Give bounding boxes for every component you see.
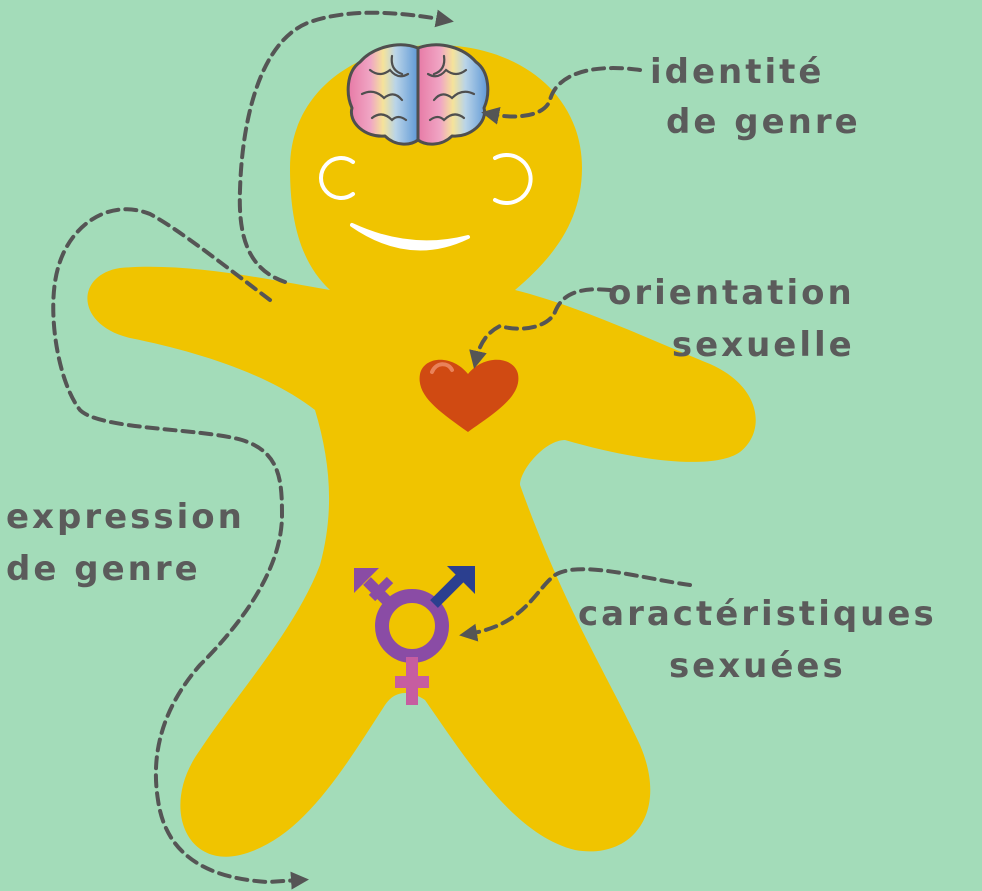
label-gender-expression-line2: de genre xyxy=(6,549,201,589)
label-sex-characteristics xyxy=(578,594,937,686)
brain-icon xyxy=(348,45,488,144)
label-gender-identity-line1: identité xyxy=(650,52,825,92)
label-sex-characteristics-line1: caractéristiques xyxy=(578,594,937,634)
person-figure xyxy=(87,45,755,857)
label-gender-identity-line2: de genre xyxy=(666,102,861,142)
label-sexual-orientation-line1: orientation xyxy=(608,273,855,313)
label-gender-expression xyxy=(6,497,245,589)
label-sexual-orientation xyxy=(608,273,855,365)
label-gender-identity xyxy=(650,52,861,142)
person-body xyxy=(87,45,755,857)
label-gender-expression-line1: expression xyxy=(6,497,245,537)
label-sexual-orientation-line2: sexuelle xyxy=(671,325,855,365)
label-sex-characteristics-line2: sexuées xyxy=(668,646,846,686)
